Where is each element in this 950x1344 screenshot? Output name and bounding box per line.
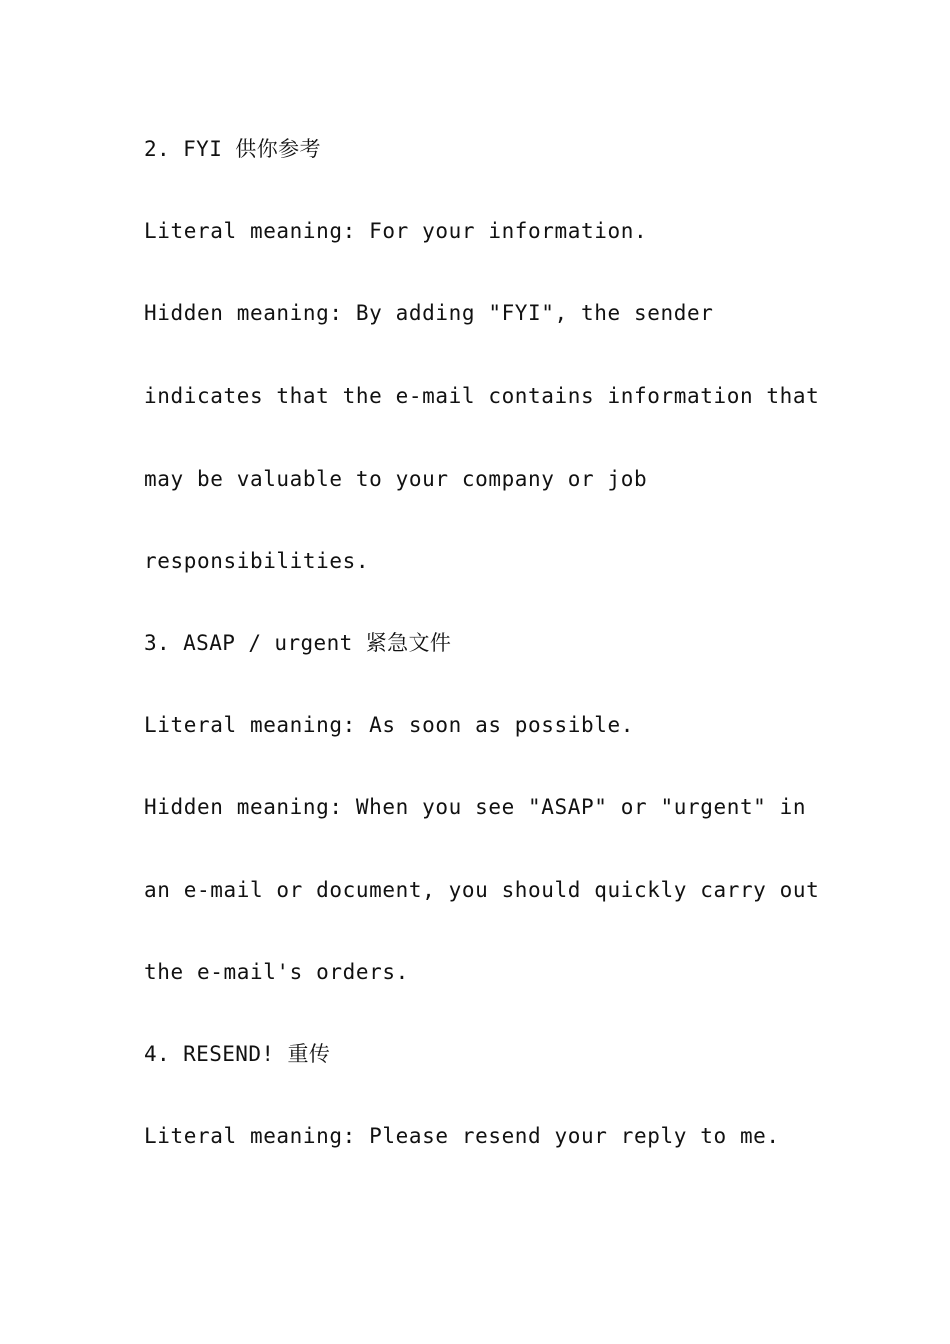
fyi-literal-meaning: Literal meaning: For your information. <box>144 219 648 243</box>
fyi-hidden-meaning-line-2: indicates that the e-mail contains information that <box>144 384 820 408</box>
resend-literal-meaning: Literal meaning: Please resend your reply to me. <box>144 1124 780 1148</box>
fyi-hidden-meaning-line-1: Hidden meaning: By adding "FYI", the sender <box>144 301 714 325</box>
fyi-hidden-meaning-line-3: may be valuable to your company or job <box>144 467 648 491</box>
asap-literal-meaning: Literal meaning: As soon as possible. <box>144 713 634 737</box>
section-heading-resend: 4. RESEND! 重传 <box>144 1042 331 1066</box>
asap-hidden-meaning-line-3: the e-mail's orders. <box>144 960 409 984</box>
asap-hidden-meaning-line-2: an e-mail or document, you should quickly carry out <box>144 878 820 902</box>
section-heading-asap: 3. ASAP / urgent 紧急文件 <box>144 631 452 655</box>
fyi-hidden-meaning-line-4: responsibilities. <box>144 549 370 573</box>
section-heading-fyi: 2. FYI 供你参考 <box>144 137 321 161</box>
asap-hidden-meaning-line-1: Hidden meaning: When you see "ASAP" or "urgent" in <box>144 795 807 819</box>
